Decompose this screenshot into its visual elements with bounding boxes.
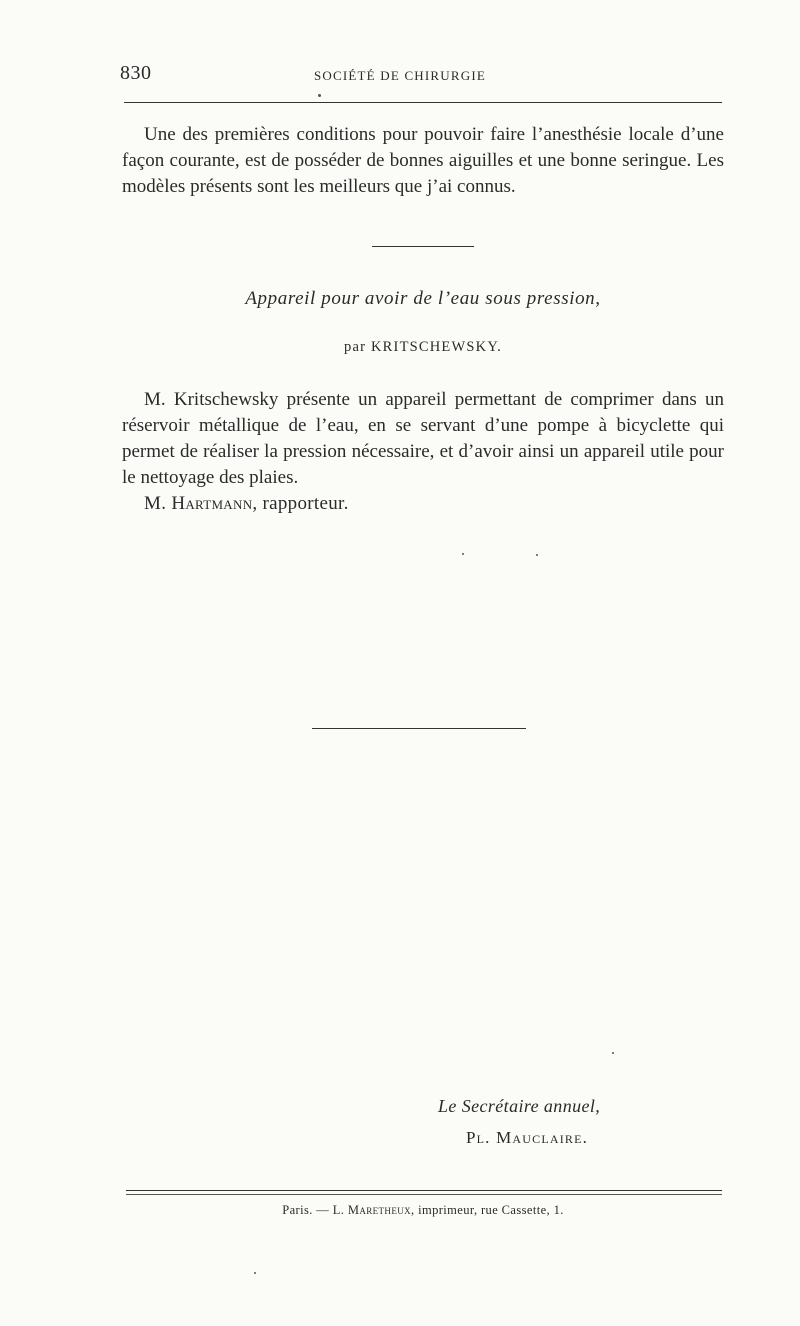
- footer-rule-thin: [126, 1194, 722, 1195]
- ink-speck: [536, 554, 538, 556]
- footer-rule: [126, 1190, 722, 1191]
- reporter-line: [144, 491, 349, 517]
- article-paragraph: [122, 387, 724, 491]
- article-paragraph-text: M. Kritschewsky présente un appareil permettant de comprimer dans un réservoir métallique de l’eau, en se servant d’une pompe à bicyclette qui permet de réaliser la pression nécessaire, et d’avoir ainsi un appareil utile pour le nettoyage des plaies.: [122, 389, 724, 488]
- section-separator: [372, 246, 474, 247]
- ink-speck: [318, 94, 321, 97]
- running-header: SOCIÉTÉ DE CHIRURGIE: [313, 68, 487, 83]
- intro-paragraph-text: Une des premières conditions pour pouvoir faire l’anesthésie locale d’une façon courante, est de posséder de bonnes aiguilles et une bonne seringue. Les modèles présents sont les meilleurs que j’ai connus.: [122, 124, 724, 197]
- page-number: 830: [120, 62, 152, 84]
- header-rule: [124, 102, 722, 103]
- byline-author: KRITSCHEWSKY.: [371, 339, 502, 355]
- ink-speck: [462, 553, 464, 555]
- ink-speck: [254, 1272, 256, 1274]
- imprint-printer-name: Maretheux: [347, 1203, 412, 1217]
- article-byline: [0, 339, 800, 356]
- imprint-address: , imprimeur, rue Cassette, 1.: [411, 1203, 564, 1217]
- reporter-prefix: M.: [144, 493, 167, 514]
- end-of-section-rule: [312, 728, 526, 729]
- article-title: Appareil pour avoir de l’eau sous pression,: [245, 288, 601, 309]
- reporter-name: Hartmann: [171, 493, 253, 514]
- signature-title: Le Secrétaire annuel,: [438, 1096, 601, 1116]
- intro-paragraph: [122, 122, 724, 200]
- reporter-role: , rapporteur.: [252, 493, 349, 514]
- printer-imprint: [0, 1203, 800, 1218]
- ink-speck: [612, 1052, 614, 1054]
- imprint-city: Paris. — L.: [282, 1203, 345, 1217]
- signature-name: Pl. Mauclaire.: [466, 1128, 589, 1147]
- byline-prefix: par: [344, 339, 367, 355]
